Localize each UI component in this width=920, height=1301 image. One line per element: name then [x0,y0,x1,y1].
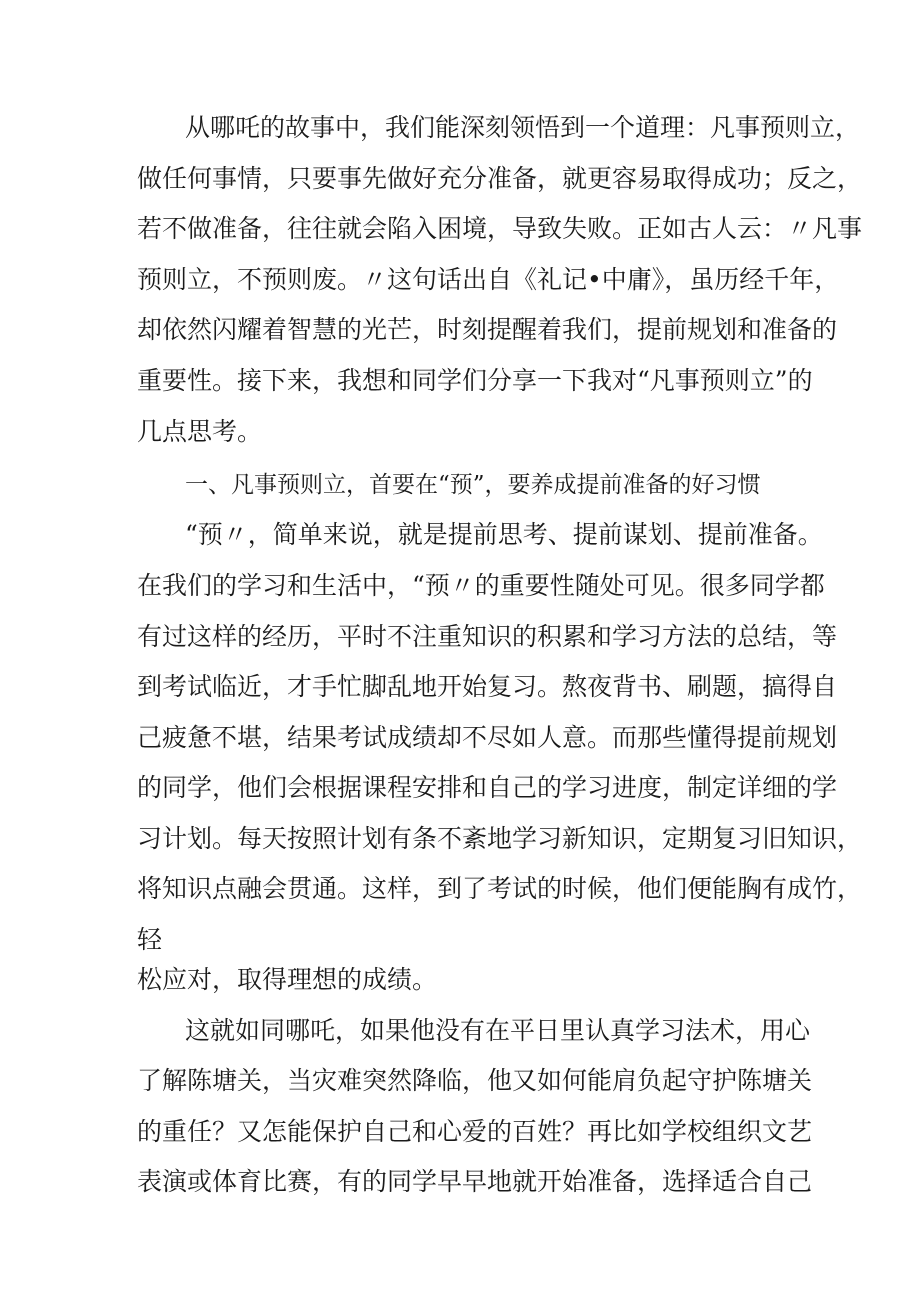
paragraph-3-line-1: 这就如同哪吒，如果他没有在平日里认真学习法术，用心 [185,1016,811,1045]
paragraph-1-line-4: 预则立，不预则废。〃这句话出自《礼记•中庸》，虽历经千年， [137,265,840,294]
paragraph-3-line-4: 表演或体育比赛，有的同学早早地就开始准备，选择适合自己 [137,1167,813,1196]
paragraph-2-line-8: 将知识点融会贯通。这样，到了考试的时候，他们便能胸有成竹， [137,874,863,903]
paragraph-1-line-3: 若不做准备，往往就会陷入困境，导致失败。正如古人云：〃凡事 [137,214,863,243]
paragraph-2-line-7: 习计划。每天按照计划有条不紊地学习新知识，定期复习旧知识， [137,824,863,853]
paragraph-2-line-5: 己疲惫不堪，结果考试成绩却不尽如人意。而那些懂得提前规划 [137,723,838,752]
paragraph-2-line-6: 的同学，他们会根据课程安排和自己的学习进度，制定详细的学 [137,773,838,802]
paragraph-2-line-10: 松应对，取得理想的成绩。 [137,965,438,994]
paragraph-1-line-7: 几点思考。 [137,417,263,446]
paragraph-1-line-2: 做任何事情，只要事先做好充分准备，就更容易取得成功；反之， [137,164,863,193]
paragraph-1-line-1: 从哪吒的故事中，我们能深刻领悟到一个道理：凡事预则立， [185,113,861,142]
paragraph-2-line-4: 到考试临近，才手忙脚乱地开始复习。熬夜背书、刷题，搞得自 [137,672,838,701]
paragraph-2-line-3: 有过这样的经历，平时不注重知识的积累和学习方法的总结，等 [137,622,838,651]
paragraph-1-line-5: 却依然闪耀着智慧的光芒，时刻提醒着我们，提前规划和准备的 [137,315,838,344]
paragraph-2-line-1: “预〃，简单来说，就是提前思考、提前谋划、提前准备。 [185,520,823,549]
paragraph-3-line-3: 的重任？又怎能保护自己和心爱的百姓？再比如学校组织文艺 [137,1117,813,1146]
paragraph-2-line-9: 轻 [137,925,163,954]
paragraph-1-line-6: 重要性。接下来，我想和同学们分享一下我对“凡事预则立”的 [137,366,813,395]
paragraph-3-line-2: 了解陈塘关，当灾难突然降临，他又如何能肩负起守护陈塘关 [137,1066,813,1095]
paragraph-2-line-2: 在我们的学习和生活中，“预〃的重要性随处可见。很多同学都 [137,571,825,600]
section-heading-1: 一、凡事预则立，首要在“预”，要养成提前准备的好习惯 [185,472,761,498]
